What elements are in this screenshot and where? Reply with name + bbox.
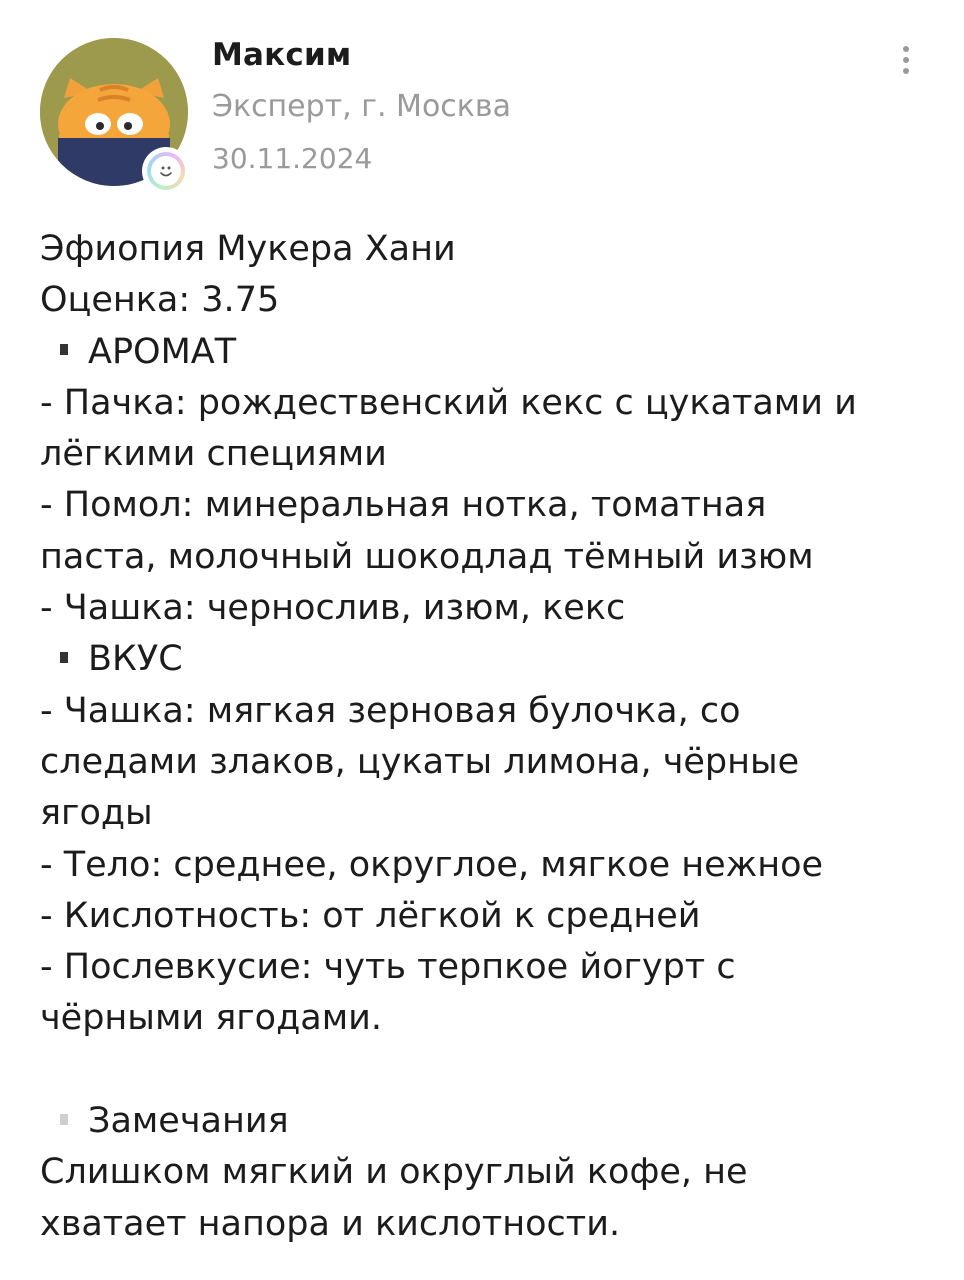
aroma-line: паста, молочный шокодлад тёмный изюм xyxy=(40,536,814,577)
author-role: Эксперт, г. Москва xyxy=(212,89,511,124)
aroma-heading xyxy=(40,327,930,378)
taste-heading-label: ВКУС xyxy=(88,639,183,680)
bullet-icon xyxy=(60,344,68,355)
aroma-line: лёгкими специями xyxy=(40,434,387,475)
blank-line xyxy=(40,1045,930,1096)
aroma-heading-label: АРОМАТ xyxy=(88,331,237,372)
taste-line: следами злаков, цукаты лимона, чёрные xyxy=(40,741,800,782)
aroma-line: - Помол: минеральная нотка, томатная xyxy=(40,485,767,526)
notes-line: хватает напора и кислотности. xyxy=(40,1203,621,1244)
notes-heading xyxy=(40,1096,930,1147)
taste-heading xyxy=(40,634,930,685)
notes-line: Слишком мягкий и округлый кофе, не xyxy=(40,1152,748,1193)
review-text xyxy=(40,224,930,1250)
more-vertical-icon[interactable] xyxy=(888,40,924,80)
coffee-title: Эфиопия Мукера Хани xyxy=(40,229,456,269)
taste-line: - Тело: среднее, округлое, мягкое нежное xyxy=(40,844,824,885)
notes-heading-label: Замечания xyxy=(88,1101,289,1142)
taste-line: - Кислотность: от лёгкой к средней xyxy=(40,895,701,936)
rating-text: Оценка: 3.75 xyxy=(40,280,280,321)
smiley-badge-icon xyxy=(142,147,190,195)
aroma-line: - Пачка: рождественский кекс с цукатами и xyxy=(40,382,857,423)
taste-line: ягоды xyxy=(40,793,153,834)
taste-line: - Чашка: мягкая зерновая булочка, со xyxy=(40,690,741,731)
taste-line: чёрными ягодами. xyxy=(40,998,383,1039)
aroma-line: - Чашка: чернослив, изюм, кекс xyxy=(40,588,626,629)
review-date: 30.11.2024 xyxy=(212,142,373,175)
author-name[interactable]: Максим xyxy=(212,37,352,73)
bullet-icon xyxy=(60,652,68,663)
taste-line: - Послевкусие: чуть терпкое йогурт с xyxy=(40,947,736,988)
bullet-icon xyxy=(60,1114,68,1125)
